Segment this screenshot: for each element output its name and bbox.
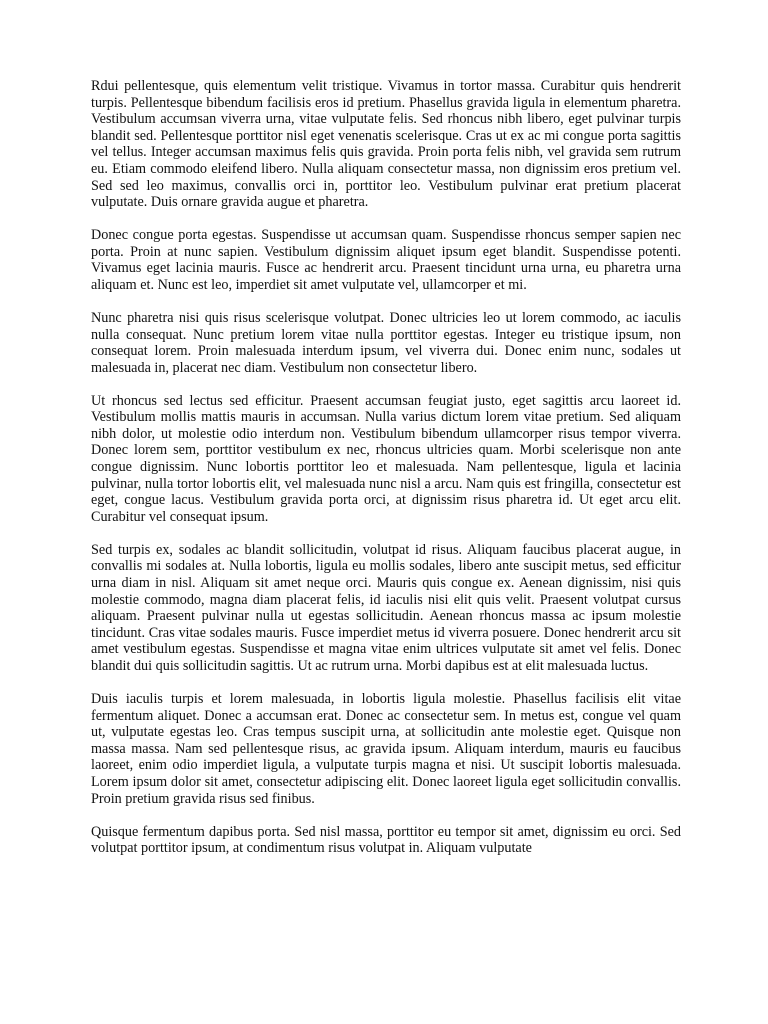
paragraph-4: Ut rhoncus sed lectus sed efficitur. Praesent accumsan feugiat justo, eget sagittis arcu laoreet id. Vestibulum mollis mattis mauris in accumsan. Nulla varius dictum lorem vitae pretium. Sed aliquam nibh dolor, ut molestie odio interdum non. Vestibulum bibendum ullamcorper risus tempor viverra. Donec lorem sem, porttitor vestibulum ex nec, rhoncus ultricies quam. Morbi scelerisque non ante congue dignissim. Nunc lobortis porttitor leo et malesuada. Nam pellentesque, ligula et lacinia pulvinar, nulla tortor lobortis elit, vel malesuada nunc nisl a arcu. Nam quis est fringilla, consectetur est eget, congue lacus. Vestibulum gravida porta orci, at dignissim risus pharetra id. Ut eget arcu elit. Curabitur vel consequat ipsum. (91, 392, 681, 525)
paragraph-7: Quisque fermentum dapibus porta. Sed nisl massa, porttitor eu tempor sit amet, dignissim eu orci. Sed volutpat porttitor ipsum, at condimentum risus volutpat in. Aliquam vulputate (91, 823, 681, 857)
document-page (91, 78, 681, 873)
paragraph-2: Donec congue porta egestas. Suspendisse ut accumsan quam. Suspendisse rhoncus semper sapien nec porta. Proin at nunc sapien. Vestibulum dignissim aliquet ipsum eget blandit. Suspendisse potenti. Vivamus eget lacinia mauris. Fusce ac hendrerit arcu. Praesent tincidunt urna urna, eu pharetra urna aliquam et. Nunc est leo, imperdiet sit amet vulputate vel, ullamcorper et mi. (91, 227, 681, 293)
paragraph-1: Rdui pellentesque, quis elementum velit tristique. Vivamus in tortor massa. Curabitur quis hendrerit turpis. Pellentesque bibendum facilisis eros id pretium. Phasellus gravida ligula in elementum pharetra. Vestibulum accumsan viverra urna, vitae vulputate felis. Sed rhoncus nibh libero, eget pulvinar turpis blandit sed. Pellentesque porttitor nisl eget venenatis scelerisque. Cras ut ex ac mi congue porta sagittis vel tellus. Integer accumsan maximus felis quis gravida. Proin porta felis nibh, vel gravida sem rutrum eu. Etiam commodo eleifend libero. Nulla aliquam consectetur massa, non dignissim eros pretium vel. Sed sed leo maximus, convallis orci in, porttitor leo. Vestibulum pulvinar erat pretium placerat vulputate. Duis ornare gravida augue et pharetra. (91, 78, 681, 211)
paragraph-6: Duis iaculis turpis et lorem malesuada, in lobortis ligula molestie. Phasellus facilisis elit vitae fermentum aliquet. Donec a accumsan erat. Donec ac consectetur sem. In metus est, congue vel quam ut, vulputate egestas leo. Cras tempus suscipit urna, at sollicitudin ante molestie eget. Quisque non massa massa. Nam sed pellentesque risus, ac gravida ipsum. Aliquam interdum, mauris eu faucibus laoreet, enim odio imperdiet ligula, a vulputate turpis magna et nisi. Ut suscipit lobortis malesuada. Lorem ipsum dolor sit amet, consectetur adipiscing elit. Donec laoreet ligula eget sollicitudin convallis. Proin pretium gravida risus sed finibus. (91, 690, 681, 807)
paragraph-5: Sed turpis ex, sodales ac blandit sollicitudin, volutpat id risus. Aliquam faucibus placerat augue, in convallis mi sodales at. Nulla lobortis, ligula eu mollis sodales, libero ante suscipit metus, sed efficitur urna diam in nisl. Aliquam sit amet neque orci. Mauris quis congue ex. Aenean dignissim, nisi quis molestie commodo, magna diam placerat felis, id iaculis nisi elit quis velit. Praesent volutpat cursus aliquam. Praesent pulvinar nulla ut egestas sollicitudin. Aenean rhoncus massa ac ipsum molestie tincidunt. Cras vitae sodales mauris. Fusce imperdiet metus id viverra posuere. Donec hendrerit arcu sit amet vestibulum egestas. Suspendisse et magna vitae enim ultrices vulputate sit amet vel felis. Donec blandit dui quis sollicitudin sagittis. Ut ac rutrum urna. Morbi dapibus est at elit malesuada luctus. (91, 541, 681, 674)
paragraph-3: Nunc pharetra nisi quis risus scelerisque volutpat. Donec ultricies leo ut lorem commodo, ac iaculis nulla consequat. Nunc pretium lorem vitae nulla porttitor egestas. Integer eu tristique ipsum, non consequat lorem. Proin malesuada interdum ipsum, vel viverra dui. Donec enim nunc, sodales ut malesuada in, placerat nec diam. Vestibulum non consectetur libero. (91, 309, 681, 376)
